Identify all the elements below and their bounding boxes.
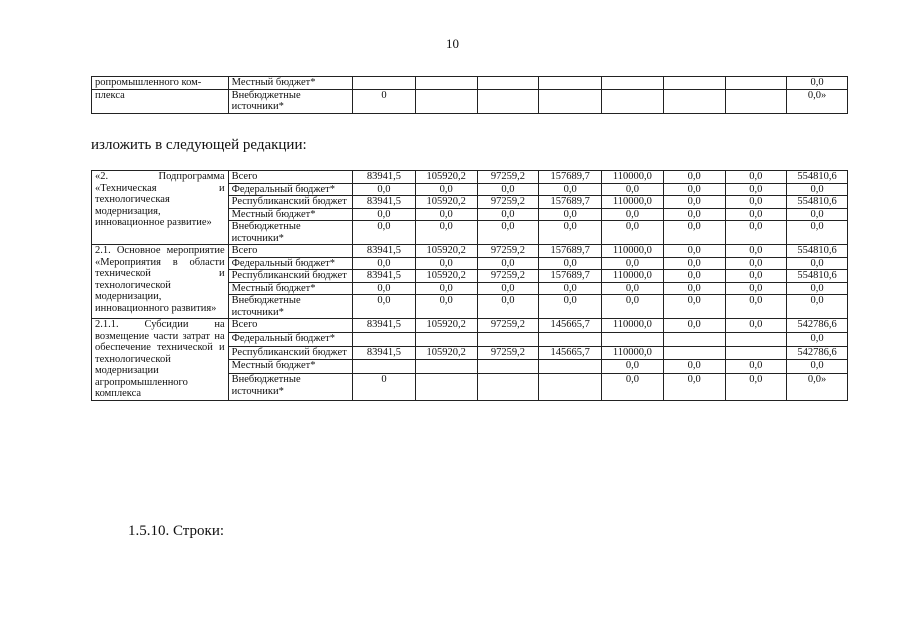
amount-cell: 110000,0 bbox=[602, 346, 664, 360]
amount-cell: 0,0 bbox=[787, 221, 848, 245]
funding-source: Всего bbox=[228, 171, 352, 184]
amount-cell: 105920,2 bbox=[415, 196, 477, 209]
amount-cell: 97259,2 bbox=[477, 245, 539, 258]
funding-source: Республиканский бюджет bbox=[228, 196, 352, 209]
amount-cell: 0,0 bbox=[539, 282, 602, 295]
funding-source: Федеральный бюджет* bbox=[228, 332, 352, 346]
amount-cell: 0,0 bbox=[539, 221, 602, 245]
amount-cell: 0,0 bbox=[663, 282, 725, 295]
funding-source: Внебюджетные источники* bbox=[228, 374, 352, 400]
amount-cell: 0,0 bbox=[787, 332, 848, 346]
amount-cell: 0,0 bbox=[787, 183, 848, 196]
amount-cell: 0,0 bbox=[477, 208, 539, 221]
funding-source: Федеральный бюджет* bbox=[228, 183, 352, 196]
amount-cell: 157689,7 bbox=[539, 270, 602, 283]
amount-cell: 0,0 bbox=[725, 183, 787, 196]
amount-cell bbox=[663, 332, 725, 346]
amount-cell: 0,0 bbox=[787, 282, 848, 295]
amount-cell: 0,0 bbox=[477, 183, 539, 196]
amount-cell: 145665,7 bbox=[539, 319, 602, 333]
amount-cell: 0,0 bbox=[663, 183, 725, 196]
amount-cell: 110000,0 bbox=[602, 270, 664, 283]
amount-cell: 0,0 bbox=[415, 257, 477, 270]
amount-cell: 157689,7 bbox=[539, 171, 602, 184]
amount-cell bbox=[663, 89, 725, 113]
funding-source: Местный бюджет* bbox=[228, 282, 352, 295]
amount-cell: 0,0 bbox=[477, 295, 539, 319]
amount-cell: 0,0 bbox=[602, 221, 664, 245]
amount-cell: 0,0 bbox=[663, 270, 725, 283]
amount-cell: 110000,0 bbox=[602, 319, 664, 333]
amount-cell: 0,0 bbox=[787, 360, 848, 374]
amount-cell bbox=[602, 77, 664, 90]
funding-source: Внебюджетные источники* bbox=[228, 221, 352, 245]
amount-cell: 0,0 bbox=[539, 295, 602, 319]
amount-cell: 0,0 bbox=[725, 295, 787, 319]
amount-cell: 0,0 bbox=[415, 183, 477, 196]
amount-cell bbox=[415, 77, 477, 90]
amount-cell: 0,0 bbox=[415, 295, 477, 319]
amount-cell: 0,0 bbox=[663, 245, 725, 258]
amount-cell bbox=[477, 332, 539, 346]
funding-source: Местный бюджет* bbox=[228, 360, 352, 374]
amount-cell bbox=[725, 77, 787, 90]
amount-cell: 105920,2 bbox=[415, 319, 477, 333]
amount-cell bbox=[539, 332, 602, 346]
amount-cell: 83941,5 bbox=[353, 270, 416, 283]
amount-cell: 97259,2 bbox=[477, 319, 539, 333]
amount-cell: 0,0 bbox=[663, 196, 725, 209]
amount-cell: 0,0 bbox=[353, 282, 416, 295]
amount-cell bbox=[539, 374, 602, 400]
amount-cell: 0,0 bbox=[663, 319, 725, 333]
amount-cell bbox=[725, 89, 787, 113]
amount-cell: 0,0 bbox=[725, 245, 787, 258]
amount-cell: 0,0 bbox=[787, 208, 848, 221]
amount-cell: 105920,2 bbox=[415, 245, 477, 258]
amount-cell: 105920,2 bbox=[415, 270, 477, 283]
amount-cell: 0,0 bbox=[725, 196, 787, 209]
amount-cell: 0,0 bbox=[725, 374, 787, 400]
amount-cell bbox=[663, 346, 725, 360]
amount-cell: 0,0 bbox=[602, 183, 664, 196]
amount-cell: 97259,2 bbox=[477, 346, 539, 360]
amount-cell: 554810,6 bbox=[787, 270, 848, 283]
amount-cell bbox=[353, 332, 416, 346]
table-row bbox=[92, 77, 848, 90]
funding-source: Федеральный бюджет* bbox=[228, 257, 352, 270]
amount-cell bbox=[477, 374, 539, 400]
amount-cell: 0,0 bbox=[787, 77, 848, 90]
amount-cell: 542786,6 bbox=[787, 319, 848, 333]
table-row bbox=[92, 245, 848, 258]
amount-cell: 0,0 bbox=[477, 221, 539, 245]
amount-cell: 157689,7 bbox=[539, 245, 602, 258]
amount-cell: 0,0 bbox=[787, 257, 848, 270]
funding-source: Внебюджетные источники* bbox=[228, 295, 352, 319]
amount-cell bbox=[725, 332, 787, 346]
amount-cell: 554810,6 bbox=[787, 171, 848, 184]
amount-cell: 0,0 bbox=[602, 257, 664, 270]
amount-cell: 0,0» bbox=[787, 374, 848, 400]
amount-cell bbox=[415, 374, 477, 400]
amount-cell: 0,0 bbox=[602, 282, 664, 295]
amount-cell: 0,0 bbox=[602, 374, 664, 400]
amount-cell: 0,0 bbox=[415, 282, 477, 295]
funding-source: Внебюджетные источники* bbox=[228, 89, 352, 113]
program-funding-table bbox=[91, 170, 848, 401]
amount-cell: 0,0 bbox=[663, 295, 725, 319]
amount-cell bbox=[415, 89, 477, 113]
amount-cell bbox=[415, 332, 477, 346]
amount-cell bbox=[353, 360, 416, 374]
amount-cell: 0,0 bbox=[539, 183, 602, 196]
funding-source: Всего bbox=[228, 245, 352, 258]
amount-cell: 0,0 bbox=[602, 360, 664, 374]
amount-cell: 0,0 bbox=[663, 257, 725, 270]
amount-cell bbox=[539, 360, 602, 374]
amount-cell: 554810,6 bbox=[787, 196, 848, 209]
table-row bbox=[92, 89, 848, 113]
amount-cell: 0,0 bbox=[725, 208, 787, 221]
amount-cell bbox=[602, 332, 664, 346]
amount-cell: 0 bbox=[353, 374, 416, 400]
amount-cell: 0,0 bbox=[663, 374, 725, 400]
amount-cell: 0,0 bbox=[663, 221, 725, 245]
continuation-table bbox=[91, 76, 848, 114]
amount-cell: 0,0 bbox=[353, 257, 416, 270]
amount-cell bbox=[477, 360, 539, 374]
amount-cell: 145665,7 bbox=[539, 346, 602, 360]
row-description: ропромышленного ком- bbox=[92, 77, 229, 90]
table-row bbox=[92, 171, 848, 184]
amount-cell: 0,0 bbox=[602, 208, 664, 221]
funding-source: Местный бюджет* bbox=[228, 77, 352, 90]
amount-cell: 83941,5 bbox=[353, 319, 416, 333]
amount-cell: 0,0 bbox=[725, 171, 787, 184]
program-description: 2.1.1. Субсидии на возмещение части затрат на обеспечение технической и технологической модернизации агропромышленного комплекса bbox=[92, 319, 229, 401]
amount-cell: 0,0 bbox=[663, 360, 725, 374]
amount-cell: 97259,2 bbox=[477, 196, 539, 209]
amount-cell: 0,0 bbox=[725, 360, 787, 374]
amount-cell bbox=[602, 89, 664, 113]
funding-source: Всего bbox=[228, 319, 352, 333]
amount-cell: 110000,0 bbox=[602, 245, 664, 258]
amount-cell bbox=[539, 89, 602, 113]
funding-source: Республиканский бюджет bbox=[228, 270, 352, 283]
page-number: 10 bbox=[446, 36, 459, 51]
program-description: 2.1. Основное мероприятие «Мероприятия в области технической и технологической модернизации, инновационного развития» bbox=[92, 245, 229, 319]
amount-cell bbox=[477, 77, 539, 90]
amount-cell: 0,0 bbox=[539, 257, 602, 270]
amount-cell bbox=[725, 346, 787, 360]
amount-cell bbox=[353, 77, 416, 90]
amount-cell: 105920,2 bbox=[415, 171, 477, 184]
amount-cell: 542786,6 bbox=[787, 346, 848, 360]
amount-cell: 0,0» bbox=[787, 89, 848, 113]
amount-cell bbox=[477, 89, 539, 113]
amount-cell bbox=[663, 77, 725, 90]
amount-cell: 110000,0 bbox=[602, 171, 664, 184]
amount-cell: 0,0 bbox=[353, 221, 416, 245]
amount-cell: 0,0 bbox=[725, 270, 787, 283]
amount-cell: 0,0 bbox=[353, 208, 416, 221]
amount-cell: 554810,6 bbox=[787, 245, 848, 258]
row-description: плекса bbox=[92, 89, 229, 113]
amount-cell: 0,0 bbox=[602, 295, 664, 319]
amount-cell: 0,0 bbox=[415, 208, 477, 221]
amount-cell: 83941,5 bbox=[353, 171, 416, 184]
section-lines-heading: 1.5.10. Строки: bbox=[128, 523, 225, 539]
amount-cell: 83941,5 bbox=[353, 196, 416, 209]
amount-cell: 83941,5 bbox=[353, 346, 416, 360]
amount-cell: 0,0 bbox=[539, 208, 602, 221]
amount-cell: 0,0 bbox=[353, 295, 416, 319]
amount-cell: 105920,2 bbox=[415, 346, 477, 360]
amount-cell: 0 bbox=[353, 89, 416, 113]
amount-cell: 0,0 bbox=[353, 183, 416, 196]
amount-cell: 0,0 bbox=[725, 282, 787, 295]
amount-cell: 0,0 bbox=[477, 282, 539, 295]
edit-instruction-heading: изложить в следующей редакции: bbox=[91, 137, 307, 153]
amount-cell: 0,0 bbox=[725, 319, 787, 333]
amount-cell: 0,0 bbox=[477, 257, 539, 270]
program-description: «2. Подпрограмма «Техническая и технологическая модернизация, инновационное развитие» bbox=[92, 171, 229, 245]
table-row bbox=[92, 319, 848, 333]
amount-cell: 157689,7 bbox=[539, 196, 602, 209]
amount-cell: 0,0 bbox=[415, 221, 477, 245]
amount-cell: 83941,5 bbox=[353, 245, 416, 258]
amount-cell: 0,0 bbox=[663, 208, 725, 221]
amount-cell: 97259,2 bbox=[477, 171, 539, 184]
amount-cell: 110000,0 bbox=[602, 196, 664, 209]
amount-cell: 0,0 bbox=[725, 257, 787, 270]
amount-cell: 0,0 bbox=[663, 171, 725, 184]
amount-cell: 0,0 bbox=[787, 295, 848, 319]
amount-cell: 97259,2 bbox=[477, 270, 539, 283]
funding-source: Республиканский бюджет bbox=[228, 346, 352, 360]
amount-cell bbox=[415, 360, 477, 374]
amount-cell bbox=[539, 77, 602, 90]
amount-cell: 0,0 bbox=[725, 221, 787, 245]
funding-source: Местный бюджет* bbox=[228, 208, 352, 221]
